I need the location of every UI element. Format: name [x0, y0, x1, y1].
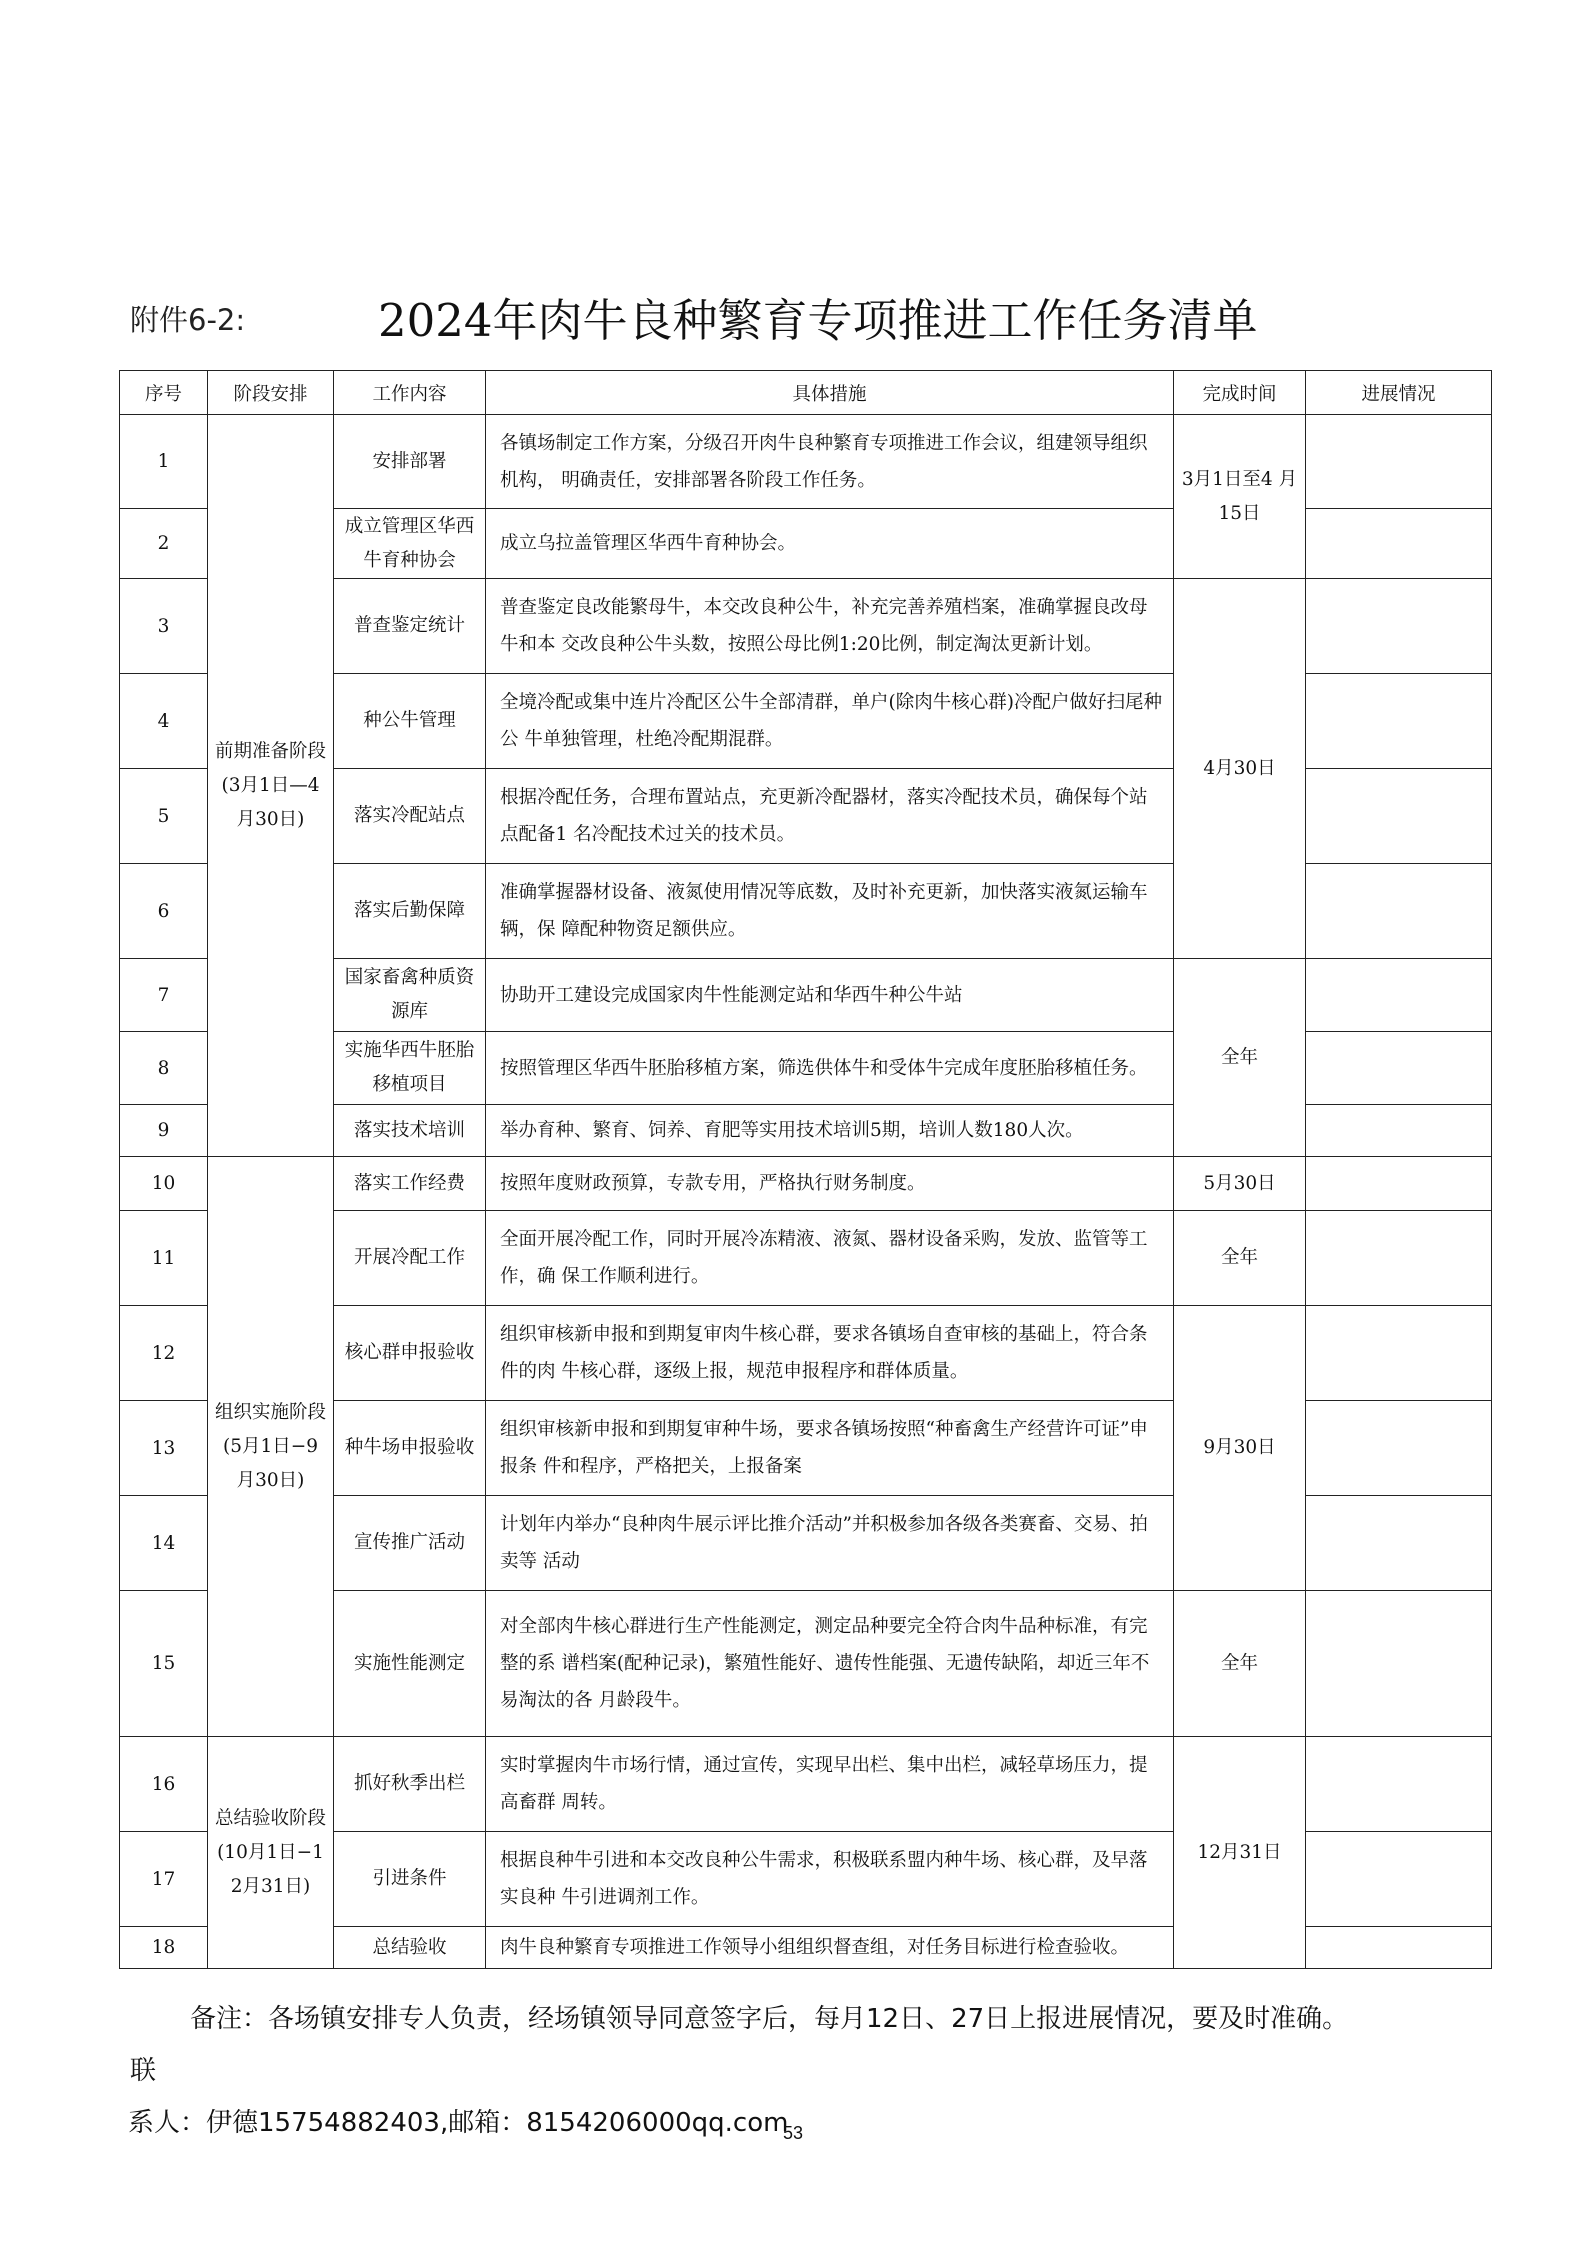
phase-cell: 总结验收阶段(10月1日−12月31日) — [208, 1737, 334, 1969]
measures: 协助开工建设完成国家肉牛性能测定站和华西牛种公牛站 — [486, 959, 1174, 1032]
completion-time: 5月30日 — [1174, 1157, 1306, 1211]
attachment-label: 附件6-2: — [130, 303, 246, 337]
measures: 举办育种、繁育、饲养、育肥等实用技术培训5期，培训人数180人次。 — [486, 1105, 1174, 1157]
work-content: 总结验收 — [334, 1927, 486, 1969]
completion-time: 9月30日 — [1174, 1306, 1306, 1591]
measures: 按照年度财政预算，专款专用，严格执行财务制度。 — [486, 1157, 1174, 1211]
work-content: 宣传推广活动 — [334, 1496, 486, 1591]
progress-cell — [1306, 674, 1492, 769]
work-content: 种牛场申报验收 — [334, 1401, 486, 1496]
row-number: 14 — [120, 1496, 208, 1591]
phase-cell: 前期准备阶段(3月1日—4月30日) — [208, 415, 334, 1157]
measures: 实时掌握肉牛市场行情，通过宣传，实现早出栏、集中出栏，减轻草场压力，提高畜群 周转。 — [486, 1737, 1174, 1832]
completion-time: 4月30日 — [1174, 579, 1306, 959]
row-number: 1 — [120, 415, 208, 509]
row-number: 12 — [120, 1306, 208, 1401]
col-header-time: 完成时间 — [1174, 371, 1306, 415]
progress-cell — [1306, 509, 1492, 579]
row-number: 5 — [120, 769, 208, 864]
completion-time: 全年 — [1174, 959, 1306, 1157]
row-number: 3 — [120, 579, 208, 674]
work-content: 核心群申报验收 — [334, 1306, 486, 1401]
row-number: 15 — [120, 1591, 208, 1737]
measures: 组织审核新申报和到期复审种牛场，要求各镇场按照“种畜禽生产经营许可证”申报条 件和程序，严格把关，上报备案 — [486, 1401, 1174, 1496]
work-content: 普查鉴定统计 — [334, 579, 486, 674]
measures: 全面开展冷配工作，同时开展冷冻精液、液氮、器材设备采购，发放、监管等工作，确 保工作顺利进行。 — [486, 1211, 1174, 1306]
phase-cell: 组织实施阶段(5月1日−9月30日) — [208, 1157, 334, 1737]
work-content: 实施性能测定 — [334, 1591, 486, 1737]
progress-cell — [1306, 959, 1492, 1032]
row-number: 16 — [120, 1737, 208, 1832]
row-number: 17 — [120, 1832, 208, 1927]
measures: 组织审核新申报和到期复审肉牛核心群，要求各镇场自查审核的基础上，符合条件的肉 牛核心群，逐级上报，规范申报程序和群体质量。 — [486, 1306, 1174, 1401]
measures: 全境冷配或集中连片冷配区公牛全部清群，单户(除肉牛核心群)冷配户做好扫尾种公 牛单独管理，杜绝冷配期混群。 — [486, 674, 1174, 769]
row-number: 4 — [120, 674, 208, 769]
progress-cell — [1306, 1737, 1492, 1832]
remarks-line-2: 系人：伊德15754882403,邮箱：8154206000qq.com — [128, 2108, 789, 2138]
col-header-measures: 具体措施 — [486, 371, 1174, 415]
table-row — [120, 1737, 1492, 1832]
progress-cell — [1306, 1157, 1492, 1211]
work-content: 落实后勤保障 — [334, 864, 486, 959]
table-header-row — [120, 371, 1492, 415]
work-content: 落实技术培训 — [334, 1105, 486, 1157]
progress-cell — [1306, 1105, 1492, 1157]
measures: 普查鉴定良改能繁母牛，本交改良种公牛，补充完善养殖档案，准确掌握良改母牛和本 交改良种公牛头数，按照公母比例1:20比例，制定淘汰更新计划。 — [486, 579, 1174, 674]
row-number: 7 — [120, 959, 208, 1032]
measures: 根据良种牛引进和本交改良种公牛需求，积极联系盟内种牛场、核心群，及早落实良种 牛引进调剂工作。 — [486, 1832, 1174, 1927]
measures: 肉牛良种繁育专项推进工作领导小组组织督查组，对任务目标进行检查验收。 — [486, 1927, 1174, 1969]
progress-cell — [1306, 769, 1492, 864]
progress-cell — [1306, 1211, 1492, 1306]
progress-cell — [1306, 1591, 1492, 1737]
document-title: 2024年肉牛良种繁育专项推进工作任务清单 — [378, 294, 1258, 347]
measures: 准确掌握器材设备、液氮使用情况等底数，及时补充更新，加快落实液氮运输车辆，保 障配种物资足额供应。 — [486, 864, 1174, 959]
progress-cell — [1306, 1401, 1492, 1496]
row-number: 9 — [120, 1105, 208, 1157]
col-header-phase: 阶段安排 — [208, 371, 334, 415]
measures: 根据冷配任务，合理布置站点，充更新冷配器材，落实冷配技术员，确保每个站点配备1 名冷配技术过关的技术员。 — [486, 769, 1174, 864]
row-number: 6 — [120, 864, 208, 959]
progress-cell — [1306, 1927, 1492, 1969]
progress-cell — [1306, 579, 1492, 674]
task-table — [119, 370, 1492, 1969]
work-content: 实施华西牛胚胎移植项目 — [334, 1032, 486, 1105]
col-header-no: 序号 — [120, 371, 208, 415]
table-row — [120, 415, 1492, 509]
completion-time: 全年 — [1174, 1591, 1306, 1737]
work-content: 开展冷配工作 — [334, 1211, 486, 1306]
progress-cell — [1306, 1032, 1492, 1105]
completion-time: 12月31日 — [1174, 1737, 1306, 1969]
page-number: 53 — [782, 2123, 804, 2143]
col-header-content: 工作内容 — [334, 371, 486, 415]
remarks-line-1: 备注：各场镇安排专人负责，经场镇领导同意签字后，每月12日、27日上报进展情况，要及时准确。 联 — [130, 2004, 1349, 2086]
measures: 计划年内举办“良种肉牛展示评比推介活动”并积极参加各级各类赛畜、交易、拍卖等 活动 — [486, 1496, 1174, 1591]
progress-cell — [1306, 415, 1492, 509]
work-content: 种公牛管理 — [334, 674, 486, 769]
progress-cell — [1306, 1496, 1492, 1591]
completion-time: 3月1日至4 月15日 — [1174, 415, 1306, 579]
row-number: 11 — [120, 1211, 208, 1306]
table-row — [120, 1157, 1492, 1211]
work-content: 落实冷配站点 — [334, 769, 486, 864]
measures: 对全部肉牛核心群进行生产性能测定，测定品种要完全符合肉牛品种标准，有完整的系 谱档案(配种记录)，繁殖性能好、遗传性能强、无遗传缺陷，却近三年不易淘汰的各 月龄段牛。 — [486, 1591, 1174, 1737]
row-number: 13 — [120, 1401, 208, 1496]
work-content: 引进条件 — [334, 1832, 486, 1927]
row-number: 2 — [120, 509, 208, 579]
work-content: 落实工作经费 — [334, 1157, 486, 1211]
col-header-progress: 进展情况 — [1306, 371, 1492, 415]
work-content: 国家畜禽种质资 源库 — [334, 959, 486, 1032]
progress-cell — [1306, 864, 1492, 959]
measures: 按照管理区华西牛胚胎移植方案，筛选供体牛和受体牛完成年度胚胎移植任务。 — [486, 1032, 1174, 1105]
progress-cell — [1306, 1306, 1492, 1401]
completion-time: 全年 — [1174, 1211, 1306, 1306]
progress-cell — [1306, 1832, 1492, 1927]
row-number: 10 — [120, 1157, 208, 1211]
work-content: 抓好秋季出栏 — [334, 1737, 486, 1832]
measures: 各镇场制定工作方案，分级召开肉牛良种繁育专项推进工作会议，组建领导组织机构， 明确责任，安排部署各阶段工作任务。 — [486, 415, 1174, 509]
work-content: 成立管理区华西牛育种协会 — [334, 509, 486, 579]
work-content: 安排部署 — [334, 415, 486, 509]
measures: 成立乌拉盖管理区华西牛育种协会。 — [486, 509, 1174, 579]
row-number: 18 — [120, 1927, 208, 1969]
row-number: 8 — [120, 1032, 208, 1105]
